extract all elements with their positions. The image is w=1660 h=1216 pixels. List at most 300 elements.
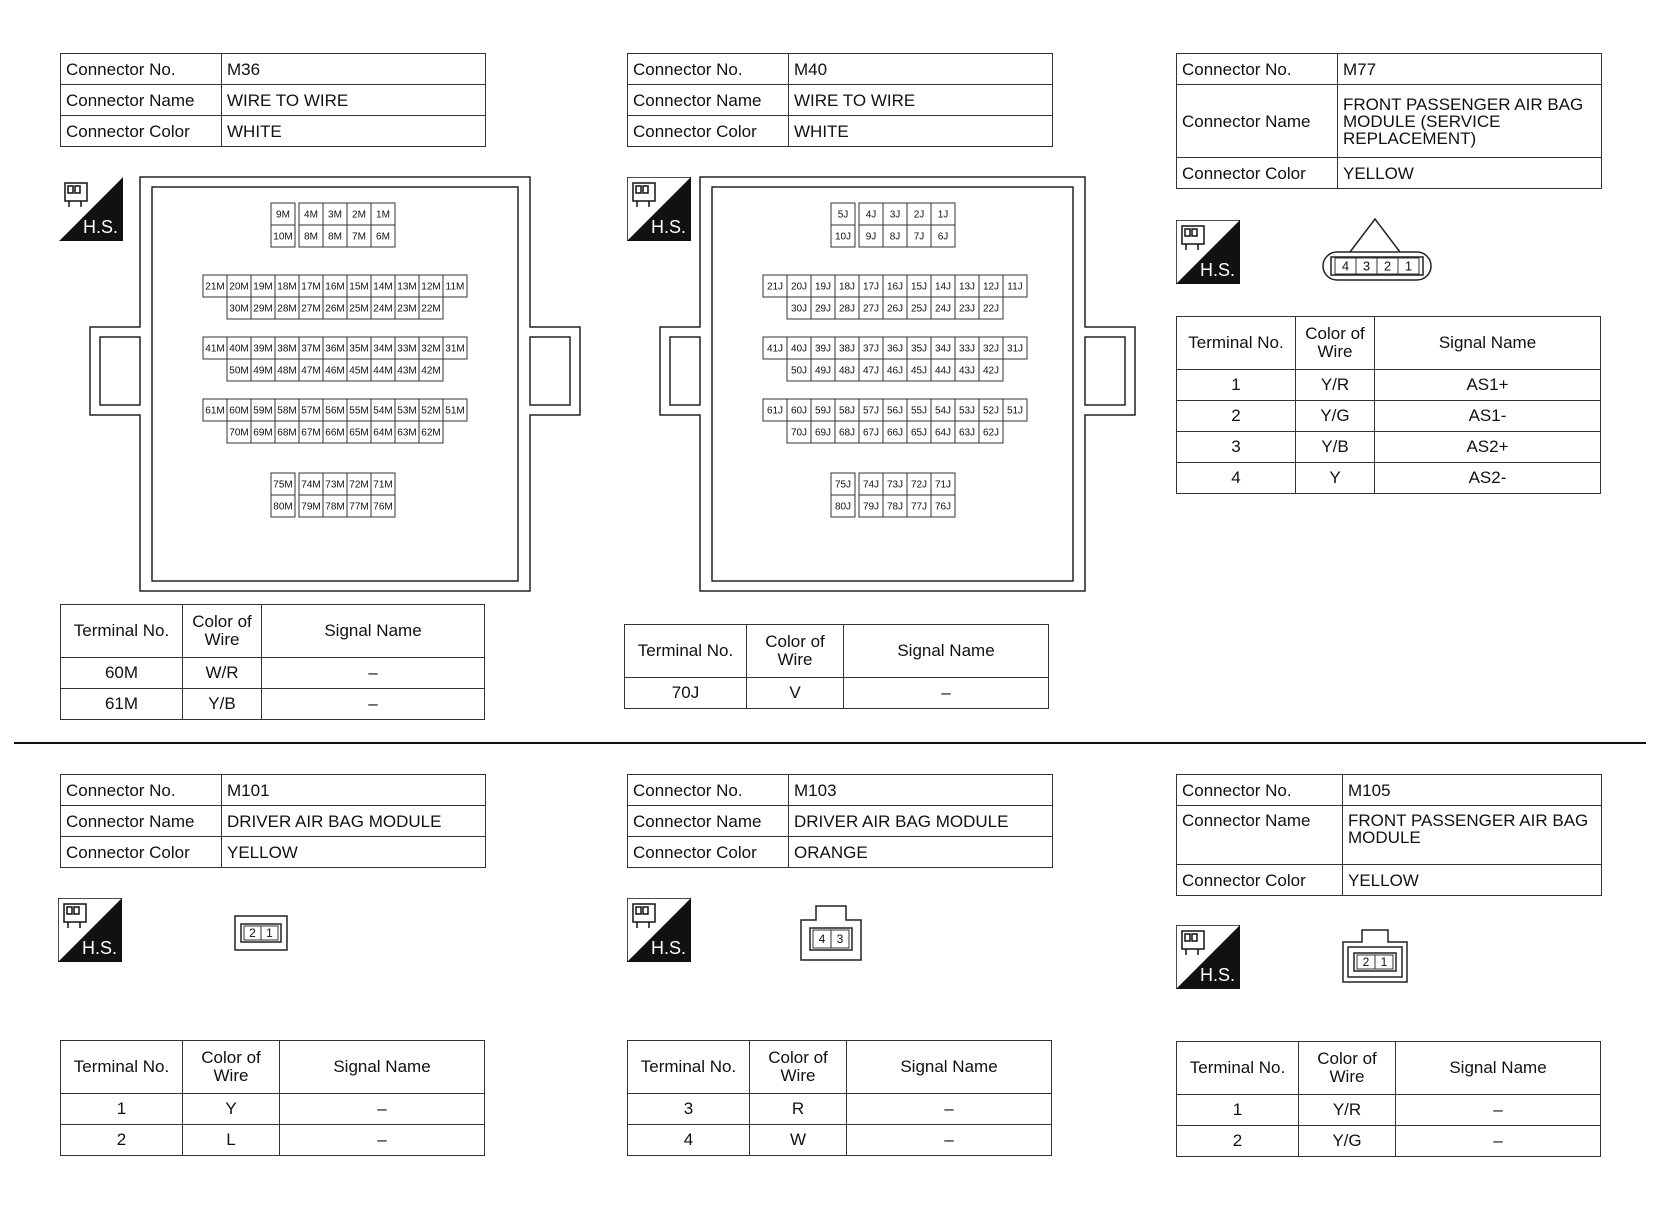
pin-label: 13M — [397, 281, 417, 293]
signal-cell: – — [280, 1094, 485, 1125]
pin-label: 61J — [766, 405, 784, 417]
connector-no-label: Connector No. — [61, 54, 222, 85]
pin-label: 44M — [373, 365, 393, 377]
signal-name-header: Signal Name — [847, 1041, 1052, 1094]
pin-label: 50M — [229, 365, 249, 377]
signal-name-header: Signal Name — [280, 1041, 485, 1094]
pin-label: 21M — [205, 281, 225, 293]
connector-no-value: M40 — [789, 54, 1053, 85]
terminal-cell: 1 — [1177, 1095, 1299, 1126]
pin-label: 43M — [397, 365, 417, 377]
pin-label: 25J — [910, 303, 928, 315]
table-row — [1177, 463, 1601, 494]
pin-label: 40J — [790, 343, 808, 355]
pin-label: 32J — [982, 343, 1000, 355]
signal-name-header: Signal Name — [262, 605, 485, 658]
pin-label: 12J — [982, 281, 1000, 293]
connector-name-label: Connector Name — [61, 85, 222, 116]
pin-label: 49J — [814, 365, 832, 377]
pin-label: 71J — [934, 479, 952, 491]
pin-label: 37M — [301, 343, 321, 355]
table-row — [1177, 432, 1601, 463]
pin-label: 34M — [373, 343, 393, 355]
pin-label: 2 — [249, 926, 256, 941]
pin-label: 19J — [814, 281, 832, 293]
connector-face-m36 — [82, 175, 585, 595]
pin-label: 44J — [934, 365, 952, 377]
connector-no-value: M77 — [1338, 54, 1602, 85]
harness-side-icon — [627, 898, 691, 962]
pin-label: 15J — [910, 281, 928, 293]
terminal-cell: 1 — [61, 1094, 183, 1125]
pin-label: 19M — [253, 281, 273, 293]
pin-label: 70J — [790, 427, 808, 439]
connector-name-label: Connector Name — [628, 806, 789, 837]
pin-label: 64M — [373, 427, 393, 439]
connector-color-label: Connector Color — [61, 837, 222, 868]
pin-label: 52M — [421, 405, 441, 417]
harness-side-icon — [1176, 220, 1240, 284]
pin-label: 60J — [790, 405, 808, 417]
signal-name-header: Signal Name — [1396, 1042, 1601, 1095]
pin-label: 29J — [814, 303, 832, 315]
terminal-cell: 4 — [628, 1125, 750, 1156]
pin-label: 66M — [325, 427, 345, 439]
connector-no-label: Connector No. — [1177, 775, 1343, 806]
pin-label: 42M — [421, 365, 441, 377]
pin-label: 75M — [273, 479, 293, 491]
color-of-wire-header: Color of Wire — [750, 1041, 847, 1094]
pin-label: 58M — [277, 405, 297, 417]
connector-color-value: WHITE — [222, 116, 486, 147]
connector-name-value: FRONT PASSENGER AIR BAG MODULE — [1343, 806, 1602, 865]
signal-cell: – — [280, 1125, 485, 1156]
connector-info-m36 — [60, 53, 486, 147]
connector-color-value: WHITE — [789, 116, 1053, 147]
pin-label: 2 — [1362, 955, 1370, 970]
connector-no-value: M36 — [222, 54, 486, 85]
pin-label: 67J — [862, 427, 880, 439]
pin-label: 78M — [325, 501, 345, 513]
pin-label: 49M — [253, 365, 273, 377]
connector-name-value: FRONT PASSENGER AIR BAG MODULE (SERVICE REPLACEMENT) — [1338, 85, 1602, 158]
pin-label: 2M — [352, 209, 366, 221]
pin-label: 37J — [862, 343, 880, 355]
pin-label: 8J — [889, 231, 901, 243]
pin-label: 65J — [910, 427, 928, 439]
pin-label: 65M — [349, 427, 369, 439]
pin-label: 22J — [982, 303, 1000, 315]
terminal-no-header: Terminal No. — [1177, 317, 1296, 370]
pin-label: 15M — [349, 281, 369, 293]
terminal-no-header: Terminal No. — [61, 1041, 183, 1094]
connector-info-m40 — [627, 53, 1053, 147]
color-of-wire-header: Color of Wire — [183, 605, 262, 658]
pin-label: 46J — [886, 365, 904, 377]
pin-label: 3J — [889, 209, 901, 221]
signal-cell: – — [1396, 1095, 1601, 1126]
terminal-cell: 70J — [625, 678, 747, 709]
pin-label: 18J — [838, 281, 856, 293]
pin-label: 76J — [934, 501, 952, 513]
pin-label: 4 — [1341, 258, 1350, 274]
pin-label: 63M — [397, 427, 417, 439]
pin-label: 41J — [766, 343, 784, 355]
section-divider — [14, 742, 1646, 744]
pin-grid — [203, 203, 467, 517]
pin-label: 63J — [958, 427, 976, 439]
pin-label: 69J — [814, 427, 832, 439]
pin-label: 4M — [304, 209, 318, 221]
connector-color-value: YELLOW — [1343, 865, 1602, 896]
terminal-table-m105 — [1176, 1041, 1601, 1157]
table-row — [61, 1125, 485, 1156]
harness-side-icon — [1176, 925, 1240, 989]
pin-label: 45J — [910, 365, 928, 377]
terminal-table-m77 — [1176, 316, 1601, 494]
pin-label: 73J — [886, 479, 904, 491]
pin-label: 16M — [325, 281, 345, 293]
pin-label: 10M — [273, 231, 293, 243]
wire-cell: Y/B — [1296, 432, 1375, 463]
pin-label: 75J — [834, 479, 852, 491]
connector-face-m101 — [232, 913, 292, 953]
pin-label: 78J — [886, 501, 904, 513]
pin-label: 9J — [865, 231, 877, 243]
hs-label: H.S. — [1199, 965, 1235, 985]
pin-label: 40M — [229, 343, 249, 355]
terminal-no-header: Terminal No. — [625, 625, 747, 678]
pin-label: 1M — [376, 209, 390, 221]
pin-label: 9M — [276, 209, 290, 221]
pin-label: 46M — [325, 365, 345, 377]
terminal-cell: 60M — [61, 658, 183, 689]
pin-label: 11J — [1007, 281, 1023, 293]
connector-face-m77 — [1315, 215, 1445, 285]
pin-label: 28J — [838, 303, 856, 315]
connector-color-label: Connector Color — [1177, 158, 1338, 189]
pin-grid — [763, 203, 1027, 517]
pin-label: 30J — [790, 303, 808, 315]
pin-label: 42J — [982, 365, 1000, 377]
pin-label: 23J — [958, 303, 976, 315]
signal-cell: – — [844, 678, 1049, 709]
pin-label: 79J — [862, 501, 880, 513]
connector-info-m103 — [627, 774, 1053, 868]
pin-label: 29M — [253, 303, 273, 315]
pin-label: 3 — [1362, 258, 1371, 274]
signal-name-header: Signal Name — [1375, 317, 1601, 370]
wire-cell: Y — [183, 1094, 280, 1125]
terminal-cell: 61M — [61, 689, 183, 720]
pin-label: 61M — [205, 405, 225, 417]
connector-name-value: WIRE TO WIRE — [222, 85, 486, 116]
pin-label: 8M — [304, 231, 318, 243]
pin-label: 26M — [325, 303, 345, 315]
wire-cell: Y — [1296, 463, 1375, 494]
pin-label: 38J — [838, 343, 856, 355]
pin-label: 80J — [834, 501, 852, 513]
pin-label: 53J — [958, 405, 976, 417]
pin-label: 20J — [790, 281, 808, 293]
color-of-wire-header: Color of Wire — [747, 625, 844, 678]
pin-label: 71M — [373, 479, 393, 491]
pin-label: 72M — [349, 479, 369, 491]
pin-label: 74J — [862, 479, 880, 491]
pin-label: 26J — [886, 303, 904, 315]
pin-label: 35M — [349, 343, 369, 355]
pin-label: 11M — [445, 281, 465, 293]
pin-row — [244, 926, 278, 940]
pin-label: 64J — [934, 427, 952, 439]
pin-label: 2J — [913, 209, 925, 221]
connector-info-m105 — [1176, 774, 1602, 896]
connector-name-value: DRIVER AIR BAG MODULE — [222, 806, 486, 837]
connector-name-label: Connector Name — [628, 85, 789, 116]
pin-label: 39M — [253, 343, 273, 355]
pin-label: 33J — [958, 343, 976, 355]
pin-label: 17M — [301, 281, 321, 293]
pin-label: 5J — [837, 209, 849, 221]
wire-cell: R — [750, 1094, 847, 1125]
terminal-no-header: Terminal No. — [628, 1041, 750, 1094]
pin-label: 36J — [886, 343, 904, 355]
pin-label: 13J — [958, 281, 976, 293]
pin-label: 2 — [1383, 258, 1392, 274]
pin-label: 59M — [253, 405, 273, 417]
pin-label: 50J — [790, 365, 808, 377]
connector-no-label: Connector No. — [1177, 54, 1338, 85]
pin-label: 30M — [229, 303, 249, 315]
pin-label: 58J — [838, 405, 856, 417]
hs-label: H.S. — [650, 217, 686, 237]
pin-label: 77J — [910, 501, 928, 513]
connector-no-value: M101 — [222, 775, 486, 806]
terminal-cell: 2 — [1177, 401, 1296, 432]
pin-label: 25M — [349, 303, 369, 315]
pin-label: 53M — [397, 405, 417, 417]
pin-label: 51M — [445, 405, 465, 417]
pin-label: 80M — [273, 501, 293, 513]
pin-label: 21J — [766, 281, 784, 293]
signal-cell: – — [1396, 1126, 1601, 1157]
wire-cell: L — [183, 1125, 280, 1156]
pin-label: 57J — [862, 405, 880, 417]
pin-label: 23M — [397, 303, 417, 315]
pin-label: 3M — [328, 209, 342, 221]
wire-cell: W — [750, 1125, 847, 1156]
terminal-table-m101 — [60, 1040, 485, 1156]
wire-cell: V — [747, 678, 844, 709]
pin-label: 72J — [910, 479, 928, 491]
hs-label: H.S. — [650, 938, 686, 958]
terminal-cell: 3 — [1177, 432, 1296, 463]
signal-cell: AS1+ — [1375, 370, 1601, 401]
color-of-wire-header: Color of Wire — [183, 1041, 280, 1094]
wire-cell: Y/B — [183, 689, 262, 720]
pin-label: 16J — [886, 281, 904, 293]
pin-label: 47J — [862, 365, 880, 377]
pin-label: 17J — [862, 281, 880, 293]
connector-info-m77 — [1176, 53, 1602, 189]
table-row — [625, 678, 1049, 709]
harness-side-icon — [58, 898, 122, 962]
pin-label: 68J — [838, 427, 856, 439]
terminal-cell: 4 — [1177, 463, 1296, 494]
pin-label: 4 — [818, 932, 826, 947]
pin-label: 12M — [421, 281, 441, 293]
pin-label: 67M — [301, 427, 321, 439]
pin-label: 43J — [958, 365, 976, 377]
signal-cell: AS1- — [1375, 401, 1601, 432]
connector-color-value: YELLOW — [222, 837, 486, 868]
pin-label: 20M — [229, 281, 249, 293]
pin-label: 1J — [937, 209, 949, 221]
terminal-no-header: Terminal No. — [61, 605, 183, 658]
color-of-wire-header: Color of Wire — [1296, 317, 1375, 370]
pin-row — [1357, 955, 1393, 969]
pin-row — [813, 930, 849, 948]
pin-label: 6J — [937, 231, 949, 243]
connector-color-label: Connector Color — [1177, 865, 1343, 896]
signal-cell: AS2- — [1375, 463, 1601, 494]
wire-cell: Y/R — [1296, 370, 1375, 401]
connector-face-m105 — [1340, 927, 1410, 985]
pin-label: 73M — [325, 479, 345, 491]
connector-color-label: Connector Color — [628, 837, 789, 868]
pin-label: 3 — [836, 932, 844, 947]
pin-label: 47M — [301, 365, 321, 377]
connector-name-value: WIRE TO WIRE — [789, 85, 1053, 116]
pin-label: 14M — [373, 281, 393, 293]
hs-label: H.S. — [1199, 260, 1235, 280]
connector-face-m40 — [655, 175, 1155, 595]
pin-label: 55J — [910, 405, 928, 417]
pin-label: 33M — [397, 343, 417, 355]
pin-label: 22M — [421, 303, 441, 315]
connector-no-label: Connector No. — [628, 775, 789, 806]
terminal-table-m36 — [60, 604, 485, 720]
connector-color-value: ORANGE — [789, 837, 1053, 868]
connector-no-value: M103 — [789, 775, 1053, 806]
pin-label: 8M — [328, 231, 342, 243]
terminal-table-m40 — [624, 624, 1049, 709]
pin-label: 62M — [421, 427, 441, 439]
pin-label: 24M — [373, 303, 393, 315]
pin-label: 14J — [934, 281, 952, 293]
pin-label: 28M — [277, 303, 297, 315]
pin-label: 36M — [325, 343, 345, 355]
pin-label: 56J — [886, 405, 904, 417]
pin-label: 1 — [1404, 258, 1413, 274]
pin-label: 54J — [934, 405, 952, 417]
pin-label: 60M — [229, 405, 249, 417]
connector-color-label: Connector Color — [628, 116, 789, 147]
pin-label: 24J — [934, 303, 952, 315]
wire-cell: Y/G — [1296, 401, 1375, 432]
table-row — [61, 658, 485, 689]
signal-cell: – — [847, 1094, 1052, 1125]
pin-label: 77M — [349, 501, 369, 513]
hs-label: H.S. — [81, 938, 117, 958]
terminal-no-header: Terminal No. — [1177, 1042, 1299, 1095]
connector-name-label: Connector Name — [1177, 85, 1338, 158]
signal-name-header: Signal Name — [844, 625, 1049, 678]
connector-no-value: M105 — [1343, 775, 1602, 806]
pin-label: 76M — [373, 501, 393, 513]
signal-cell: AS2+ — [1375, 432, 1601, 463]
table-row — [1177, 370, 1601, 401]
pin-label: 4J — [865, 209, 877, 221]
hs-label: H.S. — [82, 217, 118, 237]
pin-label: 70M — [229, 427, 249, 439]
terminal-cell: 2 — [1177, 1126, 1299, 1157]
pin-label: 54M — [373, 405, 393, 417]
signal-cell: – — [262, 689, 485, 720]
table-row — [1177, 1095, 1601, 1126]
pin-label: 59J — [814, 405, 832, 417]
pin-label: 55M — [349, 405, 369, 417]
connector-color-label: Connector Color — [61, 116, 222, 147]
terminal-table-m103 — [627, 1040, 1052, 1156]
wire-cell: Y/G — [1299, 1126, 1396, 1157]
pin-row — [1335, 258, 1419, 274]
pin-label: 27J — [862, 303, 880, 315]
pin-label: 79M — [301, 501, 321, 513]
pin-label: 1 — [266, 926, 273, 941]
terminal-cell: 3 — [628, 1094, 750, 1125]
table-row — [628, 1125, 1052, 1156]
terminal-cell: 2 — [61, 1125, 183, 1156]
pin-label: 56M — [325, 405, 345, 417]
pin-label: 51J — [1006, 405, 1024, 417]
pin-label: 7M — [352, 231, 366, 243]
table-row — [61, 689, 485, 720]
pin-label: 45M — [349, 365, 369, 377]
pin-label: 10J — [834, 231, 852, 243]
connector-no-label: Connector No. — [628, 54, 789, 85]
pin-label: 34J — [934, 343, 952, 355]
table-row — [1177, 401, 1601, 432]
pin-label: 6M — [376, 231, 390, 243]
pin-label: 66J — [886, 427, 904, 439]
pin-label: 31M — [445, 343, 465, 355]
pin-label: 38M — [277, 343, 297, 355]
connector-name-value: DRIVER AIR BAG MODULE — [789, 806, 1053, 837]
pin-label: 7J — [913, 231, 925, 243]
pin-label: 39J — [814, 343, 832, 355]
pin-label: 48M — [277, 365, 297, 377]
pin-label: 18M — [277, 281, 297, 293]
terminal-cell: 1 — [1177, 370, 1296, 401]
connector-no-label: Connector No. — [61, 775, 222, 806]
wire-cell: Y/R — [1299, 1095, 1396, 1126]
pin-label: 52J — [982, 405, 1000, 417]
wire-cell: W/R — [183, 658, 262, 689]
pin-label: 32M — [421, 343, 441, 355]
connector-name-label: Connector Name — [61, 806, 222, 837]
signal-cell: – — [847, 1125, 1052, 1156]
signal-cell: – — [262, 658, 485, 689]
pin-label: 62J — [982, 427, 1000, 439]
table-row — [628, 1094, 1052, 1125]
connector-info-m101 — [60, 774, 486, 868]
pin-label: 57M — [301, 405, 321, 417]
connector-color-value: YELLOW — [1338, 158, 1602, 189]
pin-label: 48J — [838, 365, 856, 377]
pin-label: 68M — [277, 427, 297, 439]
pin-label: 27M — [301, 303, 321, 315]
